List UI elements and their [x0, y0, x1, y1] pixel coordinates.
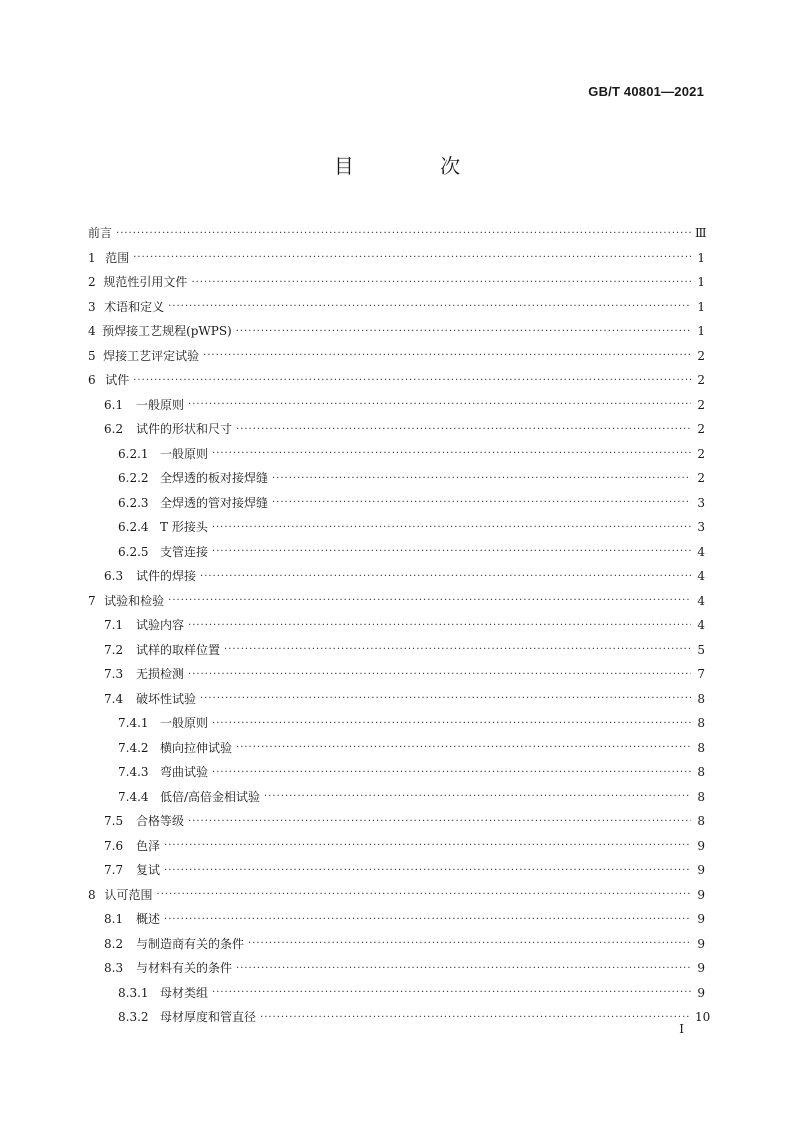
toc-leader-dots	[212, 522, 691, 533]
toc-entry-page: 4	[697, 593, 705, 608]
toc-entry[interactable]	[88, 437, 705, 462]
toc-entry-page: 1	[697, 275, 705, 290]
toc-entry-title: 一般原则	[160, 716, 209, 731]
toc-leader-dots	[264, 791, 691, 802]
toc-entry[interactable]	[88, 657, 705, 682]
toc-leader-dots	[133, 375, 691, 386]
toc-leader-dots	[203, 350, 691, 361]
toc-entry-number: 7.4.1	[118, 716, 149, 731]
page-number: I	[679, 1022, 684, 1036]
toc-entry[interactable]	[88, 976, 705, 1001]
toc-entry-title: 与制造商有关的条件	[136, 936, 245, 951]
toc-entry-title: 试件的形状和尺寸	[136, 422, 233, 437]
toc-entry[interactable]	[88, 216, 705, 241]
toc-leader-dots	[236, 326, 691, 337]
toc-entry-title: 复试	[136, 863, 161, 878]
toc-entry-title: 试验和检验	[104, 593, 165, 608]
toc-entry-title: 母材类组	[160, 985, 209, 1000]
page-title: 目 次	[333, 154, 501, 178]
toc-entry-number: 4	[88, 324, 96, 339]
toc-entry-page: 9	[697, 961, 705, 976]
toc-entry-title: 一般原则	[136, 397, 185, 412]
toc-entry[interactable]	[88, 780, 705, 805]
toc-entry-page: 8	[697, 691, 705, 706]
toc-leader-dots	[212, 987, 691, 998]
toc-entry-number: 7.2	[104, 642, 124, 657]
toc-entry[interactable]	[88, 804, 705, 829]
table-of-contents	[88, 216, 711, 1025]
toc-entry[interactable]	[88, 290, 705, 315]
toc-entry[interactable]	[88, 829, 705, 854]
toc-entry[interactable]	[88, 755, 705, 780]
toc-entry-title: 合格等级	[136, 814, 185, 829]
toc-entry-page: 2	[697, 422, 705, 437]
toc-leader-dots	[224, 644, 691, 655]
toc-entry-page: 9	[697, 863, 705, 878]
toc-entry-page: 8	[697, 789, 705, 804]
toc-entry-number: 8	[88, 887, 96, 902]
toc-entry-page: 8	[697, 740, 705, 755]
toc-leader-dots	[168, 301, 691, 312]
toc-entry[interactable]	[88, 461, 705, 486]
toc-entry-page: 8	[697, 814, 705, 829]
toc-leader-dots	[188, 816, 691, 827]
toc-entry-number: 6.2.5	[118, 544, 149, 559]
toc-entry[interactable]	[88, 731, 705, 756]
toc-entry-number: 7.4.3	[118, 765, 149, 780]
toc-entry-page: 4	[697, 569, 705, 584]
toc-entry-title: 低倍/高倍金相试验	[160, 789, 261, 804]
toc-entry[interactable]	[88, 706, 705, 731]
toc-entry[interactable]	[88, 927, 705, 952]
toc-entry-page: 2	[697, 471, 705, 486]
toc-entry[interactable]	[88, 363, 705, 388]
toc-entry[interactable]	[88, 853, 705, 878]
toc-entry-number: 6.2.1	[118, 446, 149, 461]
toc-entry-page: 3	[697, 520, 705, 535]
toc-entry[interactable]	[88, 682, 705, 707]
toc-entry-title: 预焊接工艺规程(pWPS)	[102, 324, 232, 339]
toc-leader-dots	[188, 399, 691, 410]
toc-leader-dots	[188, 669, 691, 680]
toc-leader-dots	[164, 865, 691, 876]
toc-entry-number: 5	[88, 348, 96, 363]
toc-leader-dots	[200, 571, 691, 582]
toc-entry-title: 与材料有关的条件	[136, 961, 233, 976]
toc-entry-title: 认可范围	[104, 887, 153, 902]
toc-entry-title: 焊接工艺评定试验	[103, 348, 200, 363]
toc-entry-number: 6	[88, 373, 96, 388]
toc-leader-dots	[272, 497, 691, 508]
toc-entry-number: 7.1	[104, 618, 124, 633]
toc-entry-page: 9	[697, 912, 705, 927]
toc-entry-number: 7.4	[104, 691, 124, 706]
toc-entry[interactable]	[88, 902, 705, 927]
toc-entry-number: 6.2.3	[118, 495, 149, 510]
toc-entry-title: 一般原则	[160, 446, 209, 461]
toc-entry-page: 5	[697, 642, 705, 657]
toc-entry-number: 6.1	[104, 397, 124, 412]
toc-entry[interactable]	[88, 314, 705, 339]
toc-entry[interactable]	[88, 339, 705, 364]
toc-entry-page: 1	[697, 250, 705, 265]
toc-entry-title: 试件	[105, 373, 130, 388]
toc-entry[interactable]	[88, 633, 705, 658]
toc-leader-dots	[191, 277, 691, 288]
toc-leader-dots	[212, 718, 691, 729]
toc-leader-dots	[157, 889, 691, 900]
toc-entry-title: 母材厚度和管直径	[160, 1010, 257, 1025]
toc-leader-dots	[188, 620, 691, 631]
toc-entry-number: 7.4.2	[118, 740, 149, 755]
toc-entry[interactable]	[88, 486, 705, 511]
toc-entry[interactable]	[88, 878, 705, 903]
toc-entry-number: 7.4.4	[118, 789, 149, 804]
toc-leader-dots	[200, 693, 691, 704]
toc-entry-number: 3	[88, 299, 96, 314]
toc-entry-title: 规范性引用文件	[103, 275, 188, 290]
toc-entry-page: 9	[697, 887, 705, 902]
toc-entry-title: 支管连接	[160, 544, 209, 559]
toc-entry-page: 2	[697, 397, 705, 412]
toc-entry-number: 7.7	[104, 863, 124, 878]
toc-entry-title: 全焊透的管对接焊缝	[160, 495, 269, 510]
toc-entry-title: 前言	[88, 226, 113, 241]
toc-entry-page: 1	[697, 324, 705, 339]
toc-entry-number: 7.3	[104, 667, 124, 682]
toc-entry-page: 1	[697, 299, 705, 314]
toc-entry-page: 10	[695, 1010, 711, 1025]
toc-entry-number: 1	[88, 250, 96, 265]
toc-entry-title: 范围	[105, 250, 130, 265]
toc-entry-title: 横向拉伸试验	[160, 740, 233, 755]
toc-leader-dots	[212, 448, 691, 459]
toc-entry[interactable]	[88, 584, 705, 609]
toc-entry[interactable]	[88, 412, 705, 437]
toc-entry-title: 色泽	[136, 838, 161, 853]
toc-entry-page: 9	[697, 838, 705, 853]
toc-entry-page: 2	[697, 373, 705, 388]
toc-entry-page: 7	[697, 667, 705, 682]
toc-entry-number: 2	[88, 275, 96, 290]
toc-entry-page: 4	[697, 618, 705, 633]
toc-leader-dots	[164, 914, 691, 925]
toc-entry-number: 7	[88, 593, 96, 608]
toc-entry[interactable]	[88, 1000, 711, 1025]
toc-entry[interactable]	[88, 241, 705, 266]
toc-entry-page: 8	[697, 765, 705, 780]
toc-entry-title: 破坏性试验	[136, 691, 197, 706]
toc-entry[interactable]	[88, 265, 705, 290]
toc-leader-dots	[164, 840, 691, 851]
toc-leader-dots	[260, 1012, 691, 1023]
toc-entry-page: 9	[697, 985, 705, 1000]
toc-entry-title: 试样的取样位置	[136, 642, 221, 657]
standard-code: GB/T 40801—2021	[588, 84, 704, 99]
toc-entry-page: Ⅲ	[695, 226, 707, 241]
toc-entry-number: 8.3.2	[118, 1010, 149, 1025]
toc-entry-title: 全焊透的板对接焊缝	[160, 471, 269, 486]
toc-entry-page: 2	[697, 446, 705, 461]
toc-entry-number: 8.1	[104, 912, 124, 927]
toc-entry[interactable]	[88, 559, 705, 584]
toc-entry[interactable]	[88, 388, 705, 413]
toc-entry-page: 4	[697, 544, 705, 559]
toc-leader-dots	[272, 473, 691, 484]
toc-entry-page: 9	[697, 936, 705, 951]
toc-entry-number: 7.5	[104, 814, 124, 829]
toc-leader-dots	[248, 938, 691, 949]
toc-leader-dots	[212, 546, 691, 557]
toc-leader-dots	[236, 963, 691, 974]
toc-entry-title: 概述	[136, 912, 161, 927]
toc-entry-title: 试件的焊接	[136, 569, 197, 584]
toc-entry-title: 术语和定义	[104, 299, 165, 314]
toc-entry-title: 弯曲试验	[160, 765, 209, 780]
toc-leader-dots	[116, 228, 691, 239]
toc-entry[interactable]	[88, 951, 705, 976]
toc-entry-page: 2	[697, 348, 705, 363]
toc-leader-dots	[168, 595, 691, 606]
toc-leader-dots	[236, 424, 691, 435]
toc-entry-title: 无损检测	[136, 667, 185, 682]
toc-entry-title: 试验内容	[136, 618, 185, 633]
toc-entry-number: 6.2	[104, 422, 124, 437]
toc-entry-page: 8	[697, 716, 705, 731]
toc-entry-number: 8.3	[104, 961, 124, 976]
toc-leader-dots	[133, 252, 691, 263]
toc-entry-number: 8.3.1	[118, 985, 149, 1000]
toc-entry[interactable]	[88, 608, 705, 633]
toc-entry-title: T 形接头	[160, 520, 208, 535]
toc-entry-number: 8.2	[104, 936, 124, 951]
toc-entry-number: 6.2.4	[118, 520, 149, 535]
toc-entry-page: 3	[697, 495, 705, 510]
toc-leader-dots	[212, 767, 691, 778]
toc-entry[interactable]	[88, 510, 705, 535]
toc-entry-number: 6.3	[104, 569, 124, 584]
toc-leader-dots	[236, 742, 691, 753]
toc-entry[interactable]	[88, 535, 705, 560]
toc-entry-number: 7.6	[104, 838, 124, 853]
toc-entry-number: 6.2.2	[118, 471, 149, 486]
